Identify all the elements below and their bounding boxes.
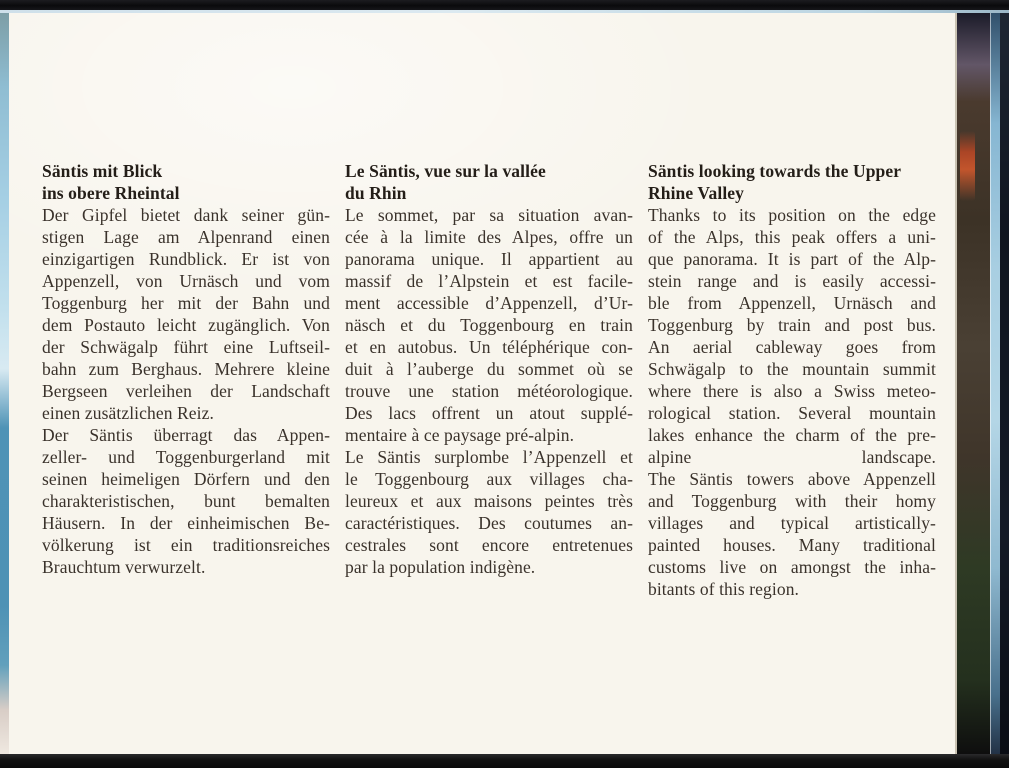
paragraph (345, 446, 633, 578)
text-line: et en autobus. Un téléphérique con- (345, 337, 633, 357)
text-column-german (42, 160, 330, 600)
photo-sliver-buildings (957, 13, 990, 754)
paragraph (345, 204, 633, 446)
text-line: of the Alps, this peak offers a uni- (648, 227, 936, 247)
text-line: bitants of this region. (648, 579, 800, 599)
column-heading (42, 160, 330, 204)
text-line: le Toggenbourg aux villages cha- (345, 469, 633, 489)
text-line: Le Säntis surplombe l’Appenzell et (345, 447, 633, 467)
text-line: where there is also a Swiss meteo- (648, 381, 936, 401)
text-line: dem Postauto leicht zugänglich. Von (42, 315, 330, 335)
text-line: näsch et du Toggenbourg en train (345, 315, 633, 335)
text-line: Bergseen verleihen der Landschaft (42, 381, 330, 401)
text-line: mentaire à ce paysage pré-alpin. (345, 425, 575, 445)
text-line: trouve une station météorologique. (345, 381, 633, 401)
column-body (42, 204, 330, 578)
column-heading (648, 160, 936, 204)
paragraph (42, 204, 330, 424)
heading-line: Rhine Valley (648, 183, 745, 203)
text-line: ment accessible d’Appenzell, d’Ur- (345, 293, 633, 313)
text-line: rological station. Several mountain (648, 403, 936, 423)
text-line: Toggenburg her mit der Bahn und (42, 293, 330, 313)
paragraph (648, 204, 936, 600)
text-line: zeller- und Toggenburgerland mit (42, 447, 330, 467)
text-line: völkerung ist ein traditionsreiches (42, 535, 330, 555)
text-line: Der Gipfel bietet dank seiner gün- (42, 205, 330, 225)
text-column-french (345, 160, 633, 600)
heading-line: Säntis looking towards the Upper (648, 161, 902, 181)
text-column-english (648, 160, 936, 600)
text-line: einen zusätzlichen Reiz. (42, 403, 214, 423)
text-line: einzigartigen Rundblick. Er ist von (42, 249, 330, 269)
text-columns (42, 160, 942, 600)
text-line: duit à l’auberge du sommet où se (345, 359, 633, 379)
photo-sliver-sky-strip (990, 13, 1000, 754)
text-line: Des lacs offrent un atout supplé- (345, 403, 633, 423)
text-line: and Toggenburg with their homy (648, 491, 936, 511)
text-line: par la population indigène. (345, 557, 536, 577)
text-line: der Schwägalp führt eine Luftseil- (42, 337, 330, 357)
text-line: An aerial cableway goes from (648, 337, 936, 357)
paragraph (42, 424, 330, 578)
text-line: Der Säntis überragt das Appen- (42, 425, 330, 445)
text-line: panorama unique. Il appartient au (345, 249, 633, 269)
photo-sliver-red-roof (960, 131, 975, 201)
text-line: Häusern. In der einheimischen Be- (42, 513, 330, 533)
text-line: alpine landscape. (648, 447, 936, 467)
page-block-dark-edge (1000, 13, 1009, 754)
top-binding-bar (0, 0, 1009, 10)
text-line: cée à la limite des Alpes, offre un (345, 227, 633, 247)
heading-line: du Rhin (345, 183, 407, 203)
text-line: cestrales sont encore entretenues (345, 535, 633, 555)
text-line: The Säntis towers above Appenzell (648, 469, 936, 489)
text-line: leureux et aux maisons peintes très (345, 491, 633, 511)
text-line: seinen heimeligen Dörfern und den (42, 469, 330, 489)
text-line: ble from Appenzell, Urnäsch and (648, 293, 936, 313)
text-line: charakteristischen, bunt bemalten (42, 491, 330, 511)
text-line: Appenzell, von Urnäsch und vom (42, 271, 330, 291)
text-line: stein range and is easily accessi- (648, 271, 936, 291)
text-line: que panorama. It is part of the Alp- (648, 249, 936, 269)
text-line: stigen Lage am Alpenrand einen (42, 227, 330, 247)
heading-line: Säntis mit Blick (42, 161, 163, 181)
text-line: lakes enhance the charm of the pre- (648, 425, 936, 445)
bottom-binding-bar (0, 754, 1009, 768)
heading-line: Le Säntis, vue sur la vallée (345, 161, 546, 181)
page-sheet (9, 13, 957, 754)
heading-line: ins obere Rheintal (42, 183, 180, 203)
text-line: Thanks to its position on the edge (648, 205, 936, 225)
text-line: massif de l’Alpstein et est facile- (345, 271, 633, 291)
column-body (648, 204, 936, 600)
column-heading (345, 160, 633, 204)
left-page-edge-photo-sliver (0, 13, 9, 754)
column-body (345, 204, 633, 578)
text-line: villages and typical artistically- (648, 513, 936, 533)
text-line: bahn zum Berghaus. Mehrere kleine (42, 359, 330, 379)
text-line: Schwägalp to the mountain summit (648, 359, 936, 379)
text-line: Toggenburg by train and post bus. (648, 315, 936, 335)
text-line: customs live on amongst the inha- (648, 557, 936, 577)
text-line: Le sommet, par sa situation avan- (345, 205, 633, 225)
text-line: caractéristiques. Des coutumes an- (345, 513, 633, 533)
text-line: painted houses. Many traditional (648, 535, 936, 555)
text-line: Brauchtum verwurzelt. (42, 557, 206, 577)
right-page-edge-photo-sliver (957, 13, 1009, 754)
